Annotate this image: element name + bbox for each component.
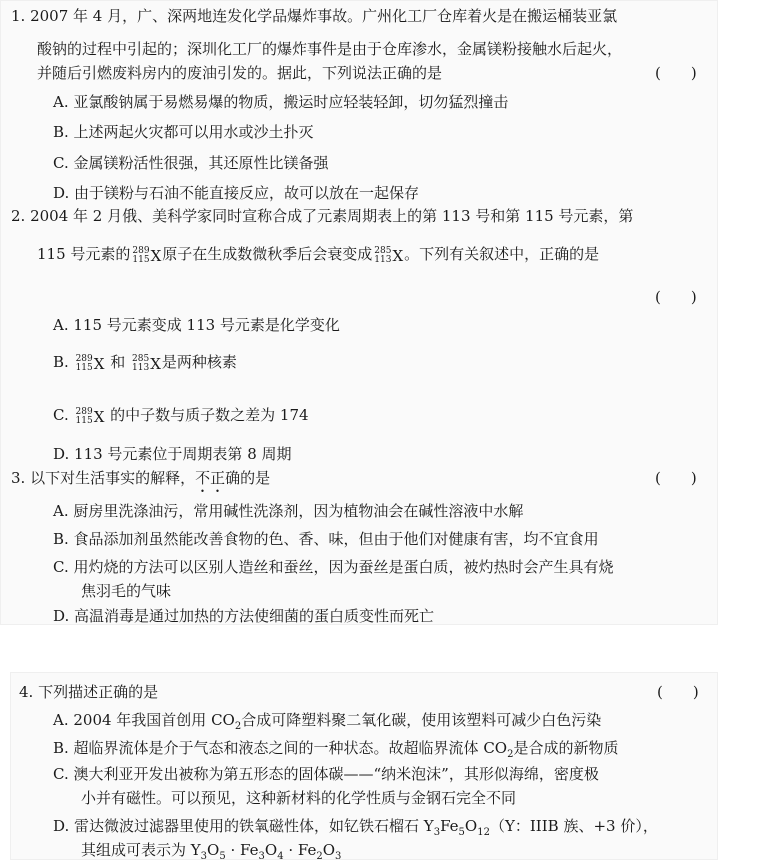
q1-answer-paren: ( ) [655, 64, 697, 82]
q2-option-a: A. 115 号元素变成 113 号元素是化学变化 [53, 316, 340, 334]
q4-option-c-line1: C. 澳大利亚开发出被称为第五形态的固体碳——“纳米泡沫”，其形似海绵，密度极 [53, 765, 599, 783]
q3-option-a: A. 厨房里洗涤油污，常用碱性洗涤剂，因为植物油会在碱性溶液中水解 [53, 502, 524, 520]
q1-option-b: B. 上述两起火灾都可以用水或沙土扑灭 [53, 123, 314, 141]
q3-option-c-line2: 焦羽毛的气味 [81, 582, 172, 600]
q2-stem-line2 [37, 243, 717, 267]
q4-option-c-line2: 小并有磁性。可以预见，这种新材料的化学性质与金钢石完全不同 [81, 789, 517, 807]
nuclide-289-115: 289 115 X [75, 406, 105, 426]
q2-option-b: B. 289 115 X 和 285 113 X是两种核素 [53, 353, 237, 373]
q4-option-d-line2: 其组成可表示为 $Y_3O_5 \cdot Fe_3O_4 \cdot Fe_2O_3$ [81, 841, 342, 862]
nuclide-285-113: 285 113 X [132, 353, 161, 373]
q2-answer-paren: ( ) [655, 288, 697, 306]
q2-option-c: C. 289 115 X 的中子数与质子数之差为 174 [53, 406, 309, 426]
nuclide-289-115: 289 115 X [132, 245, 162, 265]
nuclide-285-113: 285 113 X [374, 245, 404, 265]
q1-stem-line3: 并随后引燃废料房内的废油引发的。据此，下列说法正确的是 [37, 64, 443, 82]
q1-stem-line2: 酸钠的过程中引起的；深圳化工厂的爆炸事件是由于仓库渗水，金属镁粉接触水后起火， [37, 40, 623, 58]
q4-option-b: B. 超临界流体是介于气态和液态之间的一种状态。故超临界流体 $CO_2$是合成的新物质 [53, 739, 619, 760]
nuclide-289-115: 289 115 X [75, 353, 105, 373]
q3-stem: 3. 以下对生活事实的解释，不正确的是 [11, 469, 271, 487]
q4-answer-paren: ( ) [657, 683, 699, 701]
q1-option-d: D. 由于镁粉与石油不能直接反应，故可以放在一起保存 [53, 184, 420, 202]
q3-answer-paren: ( ) [655, 469, 697, 487]
q2-stem-line1: 2. 2004 年 2 月俄、美科学家同时宣称合成了元素周期表上的第 113 号和第 115 号元素，第 [11, 207, 634, 225]
q2-stem-text-c: 。下列有关叙述中，正确的是 [404, 245, 600, 263]
q3-option-b: B. 食品添加剂虽然能改善食物的色、香、味，但由于他们对健康有害，均不宜食用 [53, 530, 599, 548]
q4-stem: 4. 下列描述正确的是 [19, 683, 159, 701]
q4-option-d-line1: D. 雷达微波过滤器里使用的铁氧磁性体，如钇铁石榴石 $Y_3Fe_5O_{12}(Y$：IIIB 族、+3 价）， [53, 817, 658, 838]
q3-option-c-line1: C. 用灼烧的方法可以区别人造丝和蚕丝，因为蚕丝是蛋白质，被灼热时会产生具有烧 [53, 558, 614, 576]
q4-option-a: A. 2004 年我国首创用 $CO_2$合成可降塑料聚二氧化碳，使用该塑料可减少白色污染 [53, 711, 602, 732]
q1-option-c: C. 金属镁粉活性很强，其还原性比镁备强 [53, 154, 329, 172]
emphasis-dots: 不正 [195, 469, 226, 487]
q1-stem-line1: 1. 2007 年 4 月，广、深两地连发化学品爆炸事故。广州化工厂仓库着火是在搬运桶装亚氯 [11, 7, 618, 25]
q2-option-d: D. 113 号元素位于周期表第 8 周期 [53, 445, 292, 463]
q2-stem-text-a: 115 号元素的 [37, 245, 131, 263]
q1-option-a: A. 亚氯酸钠属于易燃易爆的物质，搬运时应轻装轻卸，切勿猛烈撞击 [53, 93, 509, 111]
q2-stem-text-b: 原子在生成数微秋季后会衰变成 [162, 245, 373, 263]
question-card-2 [10, 672, 718, 860]
q3-option-d: D. 高温消毒是通过加热的方法使细菌的蛋白质变性而死亡 [53, 607, 435, 625]
